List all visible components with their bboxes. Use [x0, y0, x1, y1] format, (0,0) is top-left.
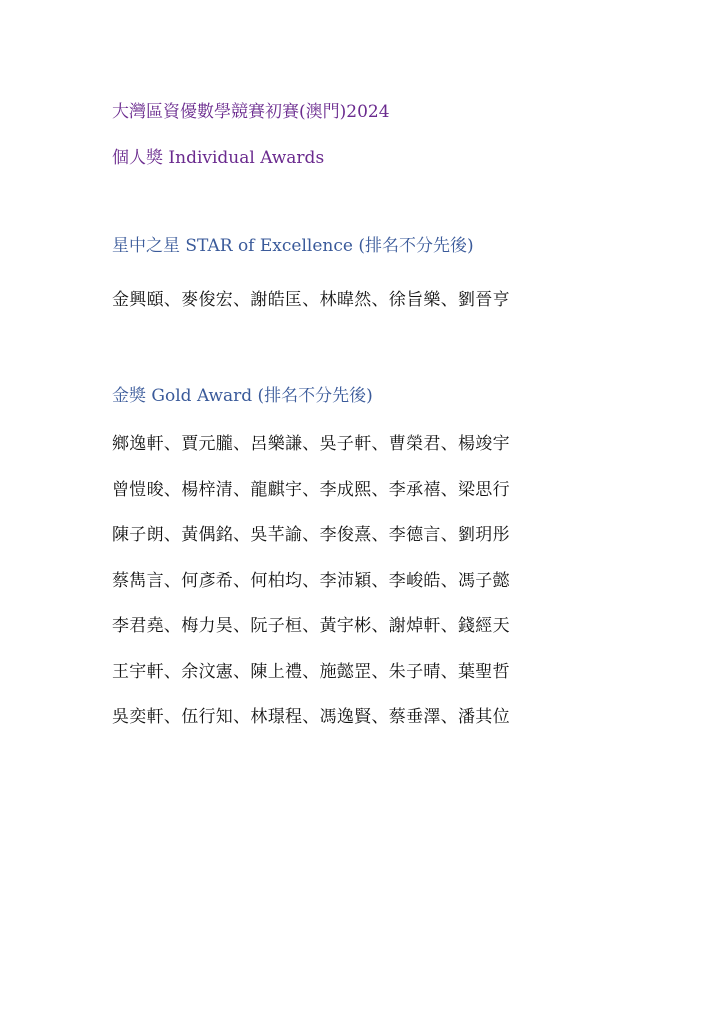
gold-names-row: 蔡雋言、何彥希、何柏均、李沛穎、李峻皓、馮子懿: [112, 570, 510, 591]
gold-names-row: 王宇軒、余汶憲、陳上禮、施懿罡、朱子晴、葉聖哲: [112, 661, 510, 682]
star-section-heading: 星中之星 STAR of Excellence (排名不分先後): [112, 236, 474, 256]
gold-names-row: 鄉逸軒、賈元朧、呂樂謙、吳子軒、曹榮君、楊竣宇: [112, 434, 510, 454]
gold-section-heading: 金獎 Gold Award (排名不分先後): [112, 386, 373, 406]
star-names-list: 金興頤、麥俊宏、謝皓匡、林暐然、徐旨樂、劉晉亨: [112, 290, 510, 310]
gold-names-row: 曾愷晙、楊梓清、龍麒宇、李成熙、李承禧、梁思行: [112, 479, 510, 500]
gold-names-row: 陳子朗、黃偶銘、吳芊諭、李俊熹、李德言、劉玥彤: [112, 525, 510, 545]
document-title: 大灣區資優數學競賽初賽(澳門)2024: [112, 102, 390, 122]
gold-names-row: 吳奕軒、伍行知、林璟程、馮逸賢、蔡垂澤、潘其位: [112, 707, 510, 727]
gold-names-list: [112, 434, 510, 753]
document-subtitle: 個人獎 Individual Awards: [112, 148, 325, 168]
gold-names-row: 李君堯、梅力昊、阮子桓、黃宇彬、謝焯軒、錢經天: [112, 616, 510, 636]
